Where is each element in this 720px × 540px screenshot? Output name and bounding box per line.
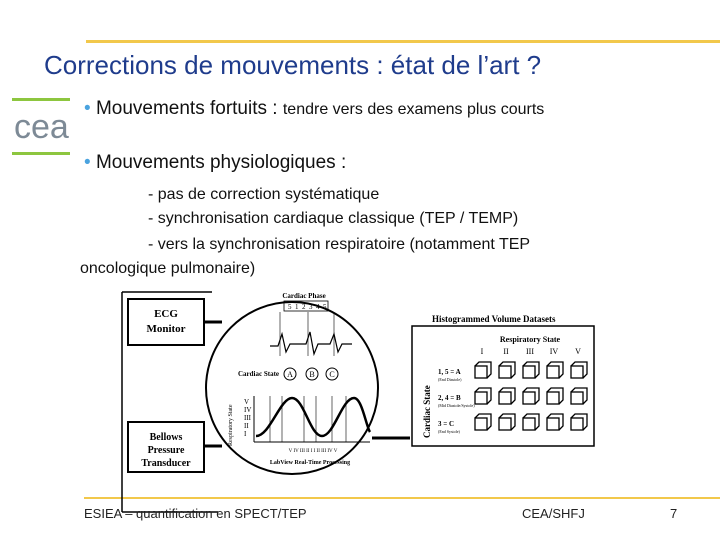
slide-title: Corrections de mouvements : état de l’art ?: [44, 50, 542, 80]
phase-num: 5: [323, 303, 327, 311]
bullet-2-head: Mouvements physiologiques :: [95, 152, 347, 173]
svg-text:II: II: [503, 347, 509, 356]
cardiac-state-b: B: [309, 370, 315, 379]
page-number: 7: [670, 506, 678, 521]
phase-num: 5: [288, 303, 292, 311]
resp-axis-label: V IV III II I I II III IV V: [288, 449, 338, 454]
svg-text:III: III: [244, 414, 251, 422]
phase-num: 4: [316, 303, 320, 311]
footer-center: CEA/SHFJ: [522, 506, 585, 521]
svg-text:IV: IV: [549, 347, 559, 356]
bullet-1: [84, 98, 544, 120]
row-sub: (End Systole): [438, 429, 460, 434]
bellows-label-3: Transducer: [141, 458, 191, 469]
svg-text:III: III: [526, 347, 534, 356]
cardiac-phase-label: Cardiac Phase: [282, 292, 326, 300]
sub-item-continuation: oncologique pulmonaire): [80, 260, 256, 277]
cardiac-state-label: Cardiac State: [238, 370, 280, 378]
bellows-label-1: Bellows: [149, 432, 183, 443]
cardiac-state-c: C: [329, 370, 335, 379]
cea-logo: [12, 98, 74, 156]
bullet-1-tail: tendre vers des examens plus courts: [282, 101, 545, 118]
row-sub: (Mid Diastole/Systole): [438, 403, 475, 408]
svg-text:I: I: [244, 430, 247, 438]
phase-num: 1: [295, 303, 299, 311]
bullet-marker: •: [84, 98, 91, 119]
sub-item-2: - synchronisation cardiaque classique (TEP / TEMP): [148, 210, 519, 227]
logo-text: cea: [14, 108, 69, 146]
phase-num: 3: [309, 303, 313, 311]
bullet-marker: •: [84, 152, 91, 173]
respiratory-state-label: Respiratory State: [228, 404, 234, 446]
cardiac-axis-label: Cardiac State: [422, 385, 432, 438]
sub-item-1: - pas de correction systématique: [148, 186, 380, 203]
row-label: 3 = C: [438, 420, 455, 428]
svg-text:IV: IV: [244, 406, 252, 414]
svg-text:V: V: [575, 347, 581, 356]
bellows-label-2: Pressure: [147, 445, 185, 456]
cardiac-state-a: A: [287, 370, 293, 379]
bullet-2: [84, 152, 346, 174]
ecg-box: [128, 299, 204, 345]
svg-text:II: II: [244, 422, 249, 430]
labview-label: LabView Real-Time Processing: [269, 460, 351, 466]
row-label: 2, 4 = B: [438, 394, 461, 402]
footer-left: ESIEA – quantification en SPECT/TEP: [84, 506, 307, 521]
row-sub: (End Diastole): [438, 377, 462, 382]
histogram-title: Histogrammed Volume Datasets: [432, 314, 556, 324]
resp-header: Respiratory State: [499, 335, 561, 344]
ecg-label-2: Monitor: [146, 323, 186, 335]
svg-text:V: V: [244, 398, 250, 406]
ecg-label-1: ECG: [154, 308, 178, 320]
svg-text:I: I: [480, 347, 484, 356]
gating-diagram: [120, 286, 596, 516]
bullet-1-head: Mouvements fortuits :: [95, 98, 283, 119]
title-top-rule: [86, 40, 720, 43]
row-label: 1, 5 = A: [438, 368, 461, 376]
sub-item-3: - vers la synchronisation respiratoire (notamment TEP: [148, 236, 531, 253]
phase-num: 2: [302, 303, 306, 311]
